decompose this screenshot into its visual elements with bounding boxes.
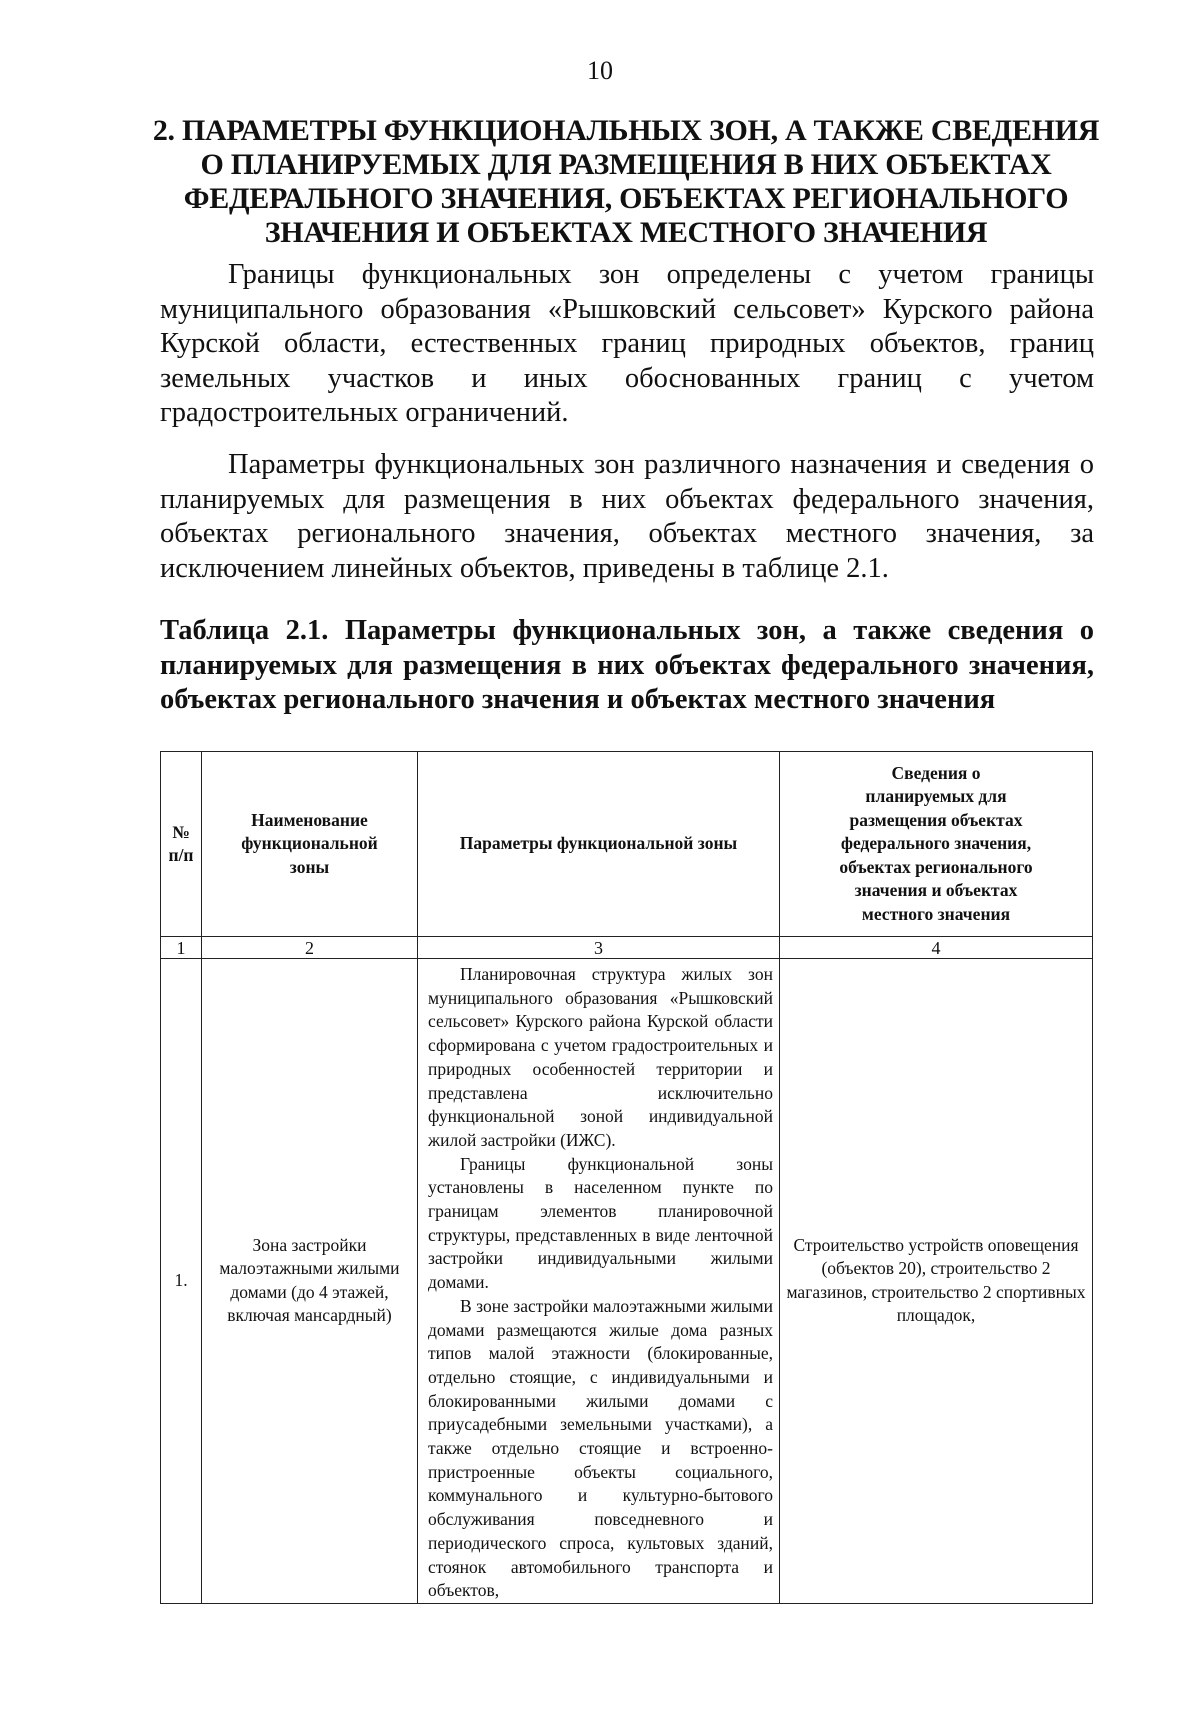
table-caption: Таблица 2.1. Параметры функциональных зон, а также сведения о планируемых для размещения в них объектах федерального значения, объектах регионального значения и объектах местного значения <box>160 615 1094 715</box>
functional-zones-table <box>160 751 1093 1604</box>
column-number: 4 <box>780 937 1093 959</box>
header-zone-name-text: Наименование функциональной зоны <box>241 809 378 877</box>
header-zone-params <box>418 752 780 937</box>
page-number: 10 <box>587 56 613 85</box>
zone-params-paragraph: Границы функциональной зоны установлены в населенном пункте по границам элементов планировочной структуры, представленных в виде ленточной застройки индивидуальными жилыми домами. <box>428 1153 773 1293</box>
header-num-text: № п/п <box>168 821 194 865</box>
column-number: 2 <box>202 937 418 959</box>
zone-params <box>418 959 780 1604</box>
paragraph-zone-boundaries: Границы функциональных зон определены с учетом границы муниципального образования «Рышковский сельсовет» Курского района Курской области, естественных границ природных объектов, границ земельных участков и иных обоснованных границ с учетом градостроительных ограничений. <box>160 259 1094 428</box>
header-planned-objects <box>780 752 1093 937</box>
header-num <box>161 752 202 937</box>
zone-params-paragraph: В зоне застройки малоэтажными жилыми домами размещаются жилые дома разных типов малой этажности (блокированные, отдельно стоящие, с индивидуальными и блокированными жилыми домами с приусадебными земельными участками), а также отдельно стоящие и встроенно-пристроенные объекты социального, коммунального и культурно-бытового обслуживания повседневного и периодического спроса, культовых зданий, стоянок автомобильного транспорта и объектов, <box>428 1295 773 1601</box>
column-number-row <box>161 937 1093 959</box>
column-number: 3 <box>418 937 780 959</box>
planned-objects: Строительство устройств оповещения (объектов 20), строительство 2 магазинов, строительство 2 спортивных площадок, <box>780 959 1093 1604</box>
table-row <box>161 959 1093 1604</box>
section-heading: 2. ПАРАМЕТРЫ ФУНКЦИОНАЛЬНЫХ ЗОН, А ТАКЖЕ СВЕДЕНИЯ О ПЛАНИРУЕМЫХ ДЛЯ РАЗМЕЩЕНИЯ В НИХ ОБЪЕКТАХ ФЕДЕРАЛЬНОГО ЗНАЧЕНИЯ, ОБЪЕКТАХ РЕГИОНАЛЬНОГО ЗНАЧЕНИЯ И ОБЪЕКТАХ МЕСТНОГО ЗНАЧЕНИЯ <box>152 114 1100 249</box>
column-number: 1 <box>161 937 202 959</box>
zone-params-paragraph: Планировочная структура жилых зон муниципального образования «Рышковский сельсовет» Курского района Курской области сформирована с учетом градостроительных и природных особенностей территории и представлена исключительно функциональной зоной индивидуальной жилой застройки (ИЖС). <box>428 964 773 1150</box>
paragraph-zone-parameters: Параметры функциональных зон различного назначения и сведения о планируемых для размещения в них объектах федерального значения, объектах регионального значения, объектах местного значения, за исключением линейных объектов, приведены в таблице 2.1. <box>160 449 1094 584</box>
header-planned-objects-text: Сведения о планируемых для размещения объектах федерального значения, объектах регионального значения и объектах местного значения <box>839 762 1033 924</box>
header-zone-name <box>202 752 418 937</box>
zone-name: Зона застройки малоэтажными жилыми домами (до 4 этажей, включая мансардный) <box>202 959 418 1604</box>
table-header-row <box>161 752 1093 937</box>
header-zone-params-text: Параметры функциональной зоны <box>459 833 738 854</box>
row-number: 1. <box>161 959 202 1604</box>
